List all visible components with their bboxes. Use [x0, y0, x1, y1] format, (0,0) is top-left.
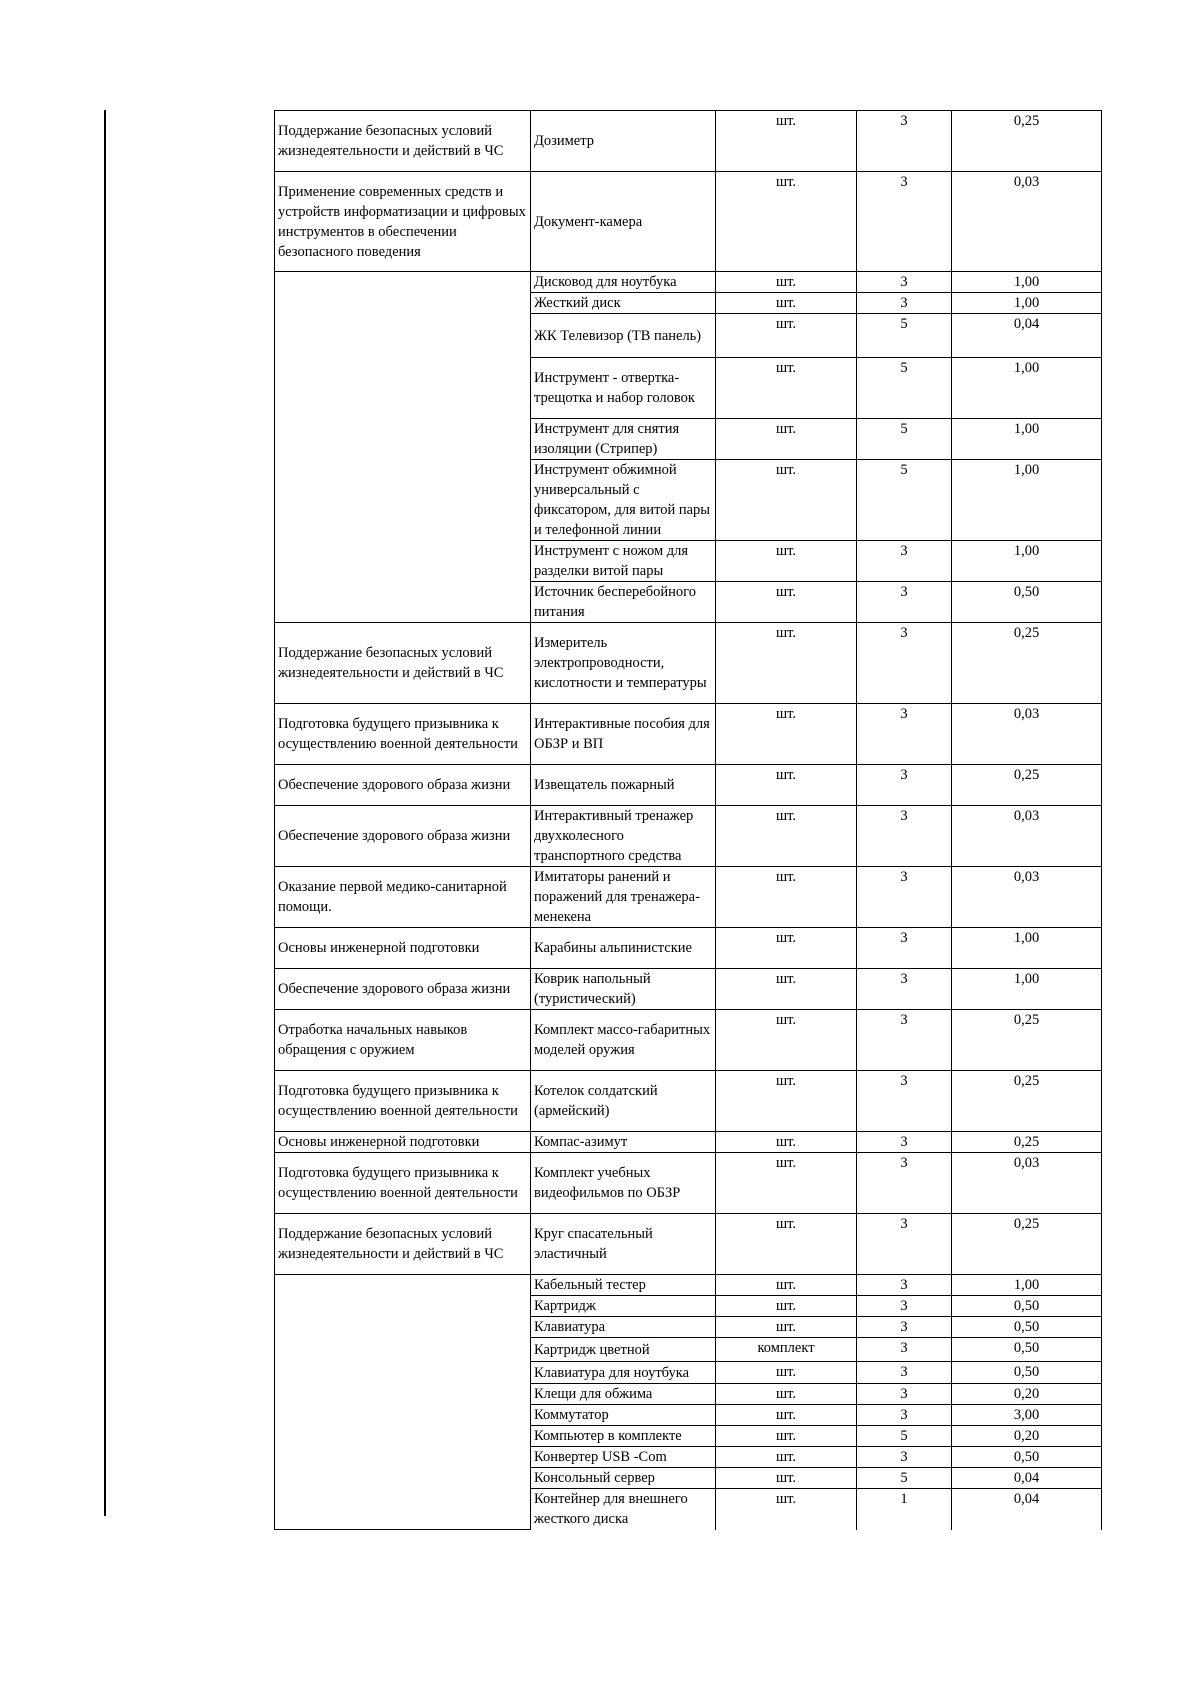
- activity-cell: Обеспечение здорового образа жизни: [275, 806, 531, 867]
- item-name-cell: Инструмент для снятия изоляции (Стрипер): [531, 419, 716, 460]
- item-name-cell: Инструмент с ножом для разделки витой пары: [531, 541, 716, 582]
- unit-cell: шт.: [716, 1010, 857, 1071]
- item-name-cell: Картридж: [531, 1296, 716, 1317]
- quantity-cell: 3: [857, 765, 952, 806]
- item-name-cell: ЖК Телевизор (ТВ панель): [531, 314, 716, 358]
- unit-cell: шт.: [716, 765, 857, 806]
- coefficient-cell: 0,25: [952, 1214, 1102, 1275]
- unit-cell: шт.: [716, 358, 857, 419]
- coefficient-cell: 1,00: [952, 272, 1102, 293]
- item-name-cell: Клавиатура для ноутбука: [531, 1362, 716, 1384]
- item-name-cell: Консольный сервер: [531, 1468, 716, 1489]
- table-row: [275, 272, 1102, 293]
- table-row: [275, 1153, 1102, 1214]
- item-name-cell: Клещи для обжима: [531, 1384, 716, 1405]
- quantity-cell: 3: [857, 1317, 952, 1338]
- coefficient-cell: 0,25: [952, 1132, 1102, 1153]
- unit-cell: шт.: [716, 272, 857, 293]
- item-name-cell: Инструмент обжимной универсальный с фиксатором, для витой пары и телефонной линии: [531, 460, 716, 541]
- item-name-cell: Имитаторы ранений и поражений для тренажера-менекена: [531, 867, 716, 928]
- unit-cell: шт.: [716, 1275, 857, 1296]
- activity-cell: [275, 272, 531, 623]
- quantity-cell: 5: [857, 419, 952, 460]
- table-row: [275, 704, 1102, 765]
- quantity-cell: 3: [857, 1010, 952, 1071]
- unit-cell: шт.: [716, 582, 857, 623]
- item-name-cell: Конвертер USB -Com: [531, 1447, 716, 1468]
- table-row: [275, 867, 1102, 928]
- coefficient-cell: 0,25: [952, 623, 1102, 704]
- unit-cell: шт.: [716, 419, 857, 460]
- equipment-table: [274, 110, 1102, 1530]
- item-name-cell: Круг спасательный эластичный: [531, 1214, 716, 1275]
- quantity-cell: 3: [857, 541, 952, 582]
- coefficient-cell: 1,00: [952, 541, 1102, 582]
- item-name-cell: Измеритель электропроводности, кислотности и температуры: [531, 623, 716, 704]
- coefficient-cell: 0,50: [952, 1447, 1102, 1468]
- activity-cell: Подготовка будущего призывника к осуществлению военной деятельности: [275, 1153, 531, 1214]
- item-name-cell: Коммутатор: [531, 1405, 716, 1426]
- item-name-cell: Картридж цветной: [531, 1338, 716, 1362]
- activity-cell: Подготовка будущего призывника к осуществлению военной деятельности: [275, 704, 531, 765]
- quantity-cell: 5: [857, 1468, 952, 1489]
- activity-cell: Основы инженерной подготовки: [275, 928, 531, 969]
- quantity-cell: 3: [857, 1338, 952, 1362]
- table-row: [275, 765, 1102, 806]
- activity-cell: [275, 1275, 531, 1530]
- quantity-cell: 3: [857, 623, 952, 704]
- item-name-cell: Интерактивные пособия для ОБЗР и ВП: [531, 704, 716, 765]
- unit-cell: шт.: [716, 1468, 857, 1489]
- coefficient-cell: 1,00: [952, 969, 1102, 1010]
- table-row: [275, 623, 1102, 704]
- table-row: [275, 1071, 1102, 1132]
- quantity-cell: 3: [857, 582, 952, 623]
- quantity-cell: 3: [857, 111, 952, 172]
- unit-cell: шт.: [716, 704, 857, 765]
- table-row: [275, 111, 1102, 172]
- activity-cell: Оказание первой медико-санитарной помощи.: [275, 867, 531, 928]
- item-name-cell: Котелок солдатский (армейский): [531, 1071, 716, 1132]
- table-row: [275, 1275, 1102, 1296]
- quantity-cell: 3: [857, 1132, 952, 1153]
- coefficient-cell: 1,00: [952, 419, 1102, 460]
- quantity-cell: 3: [857, 1447, 952, 1468]
- activity-cell: Поддержание безопасных условий жизнедеятельности и действий в ЧС: [275, 623, 531, 704]
- unit-cell: шт.: [716, 1071, 857, 1132]
- table-row: [275, 1214, 1102, 1275]
- coefficient-cell: 0,04: [952, 314, 1102, 358]
- unit-cell: шт.: [716, 541, 857, 582]
- quantity-cell: 3: [857, 1296, 952, 1317]
- quantity-cell: 3: [857, 1153, 952, 1214]
- quantity-cell: 5: [857, 358, 952, 419]
- coefficient-cell: 0,50: [952, 582, 1102, 623]
- activity-cell: Отработка начальных навыков обращения с оружием: [275, 1010, 531, 1071]
- item-name-cell: Клавиатура: [531, 1317, 716, 1338]
- unit-cell: шт.: [716, 1317, 857, 1338]
- item-name-cell: Компьютер в комплекте: [531, 1426, 716, 1447]
- unit-cell: комплект: [716, 1338, 857, 1362]
- quantity-cell: 3: [857, 172, 952, 272]
- left-margin-rule: [104, 110, 106, 1516]
- unit-cell: шт.: [716, 623, 857, 704]
- quantity-cell: 5: [857, 1426, 952, 1447]
- item-name-cell: Комплект массо-габаритных моделей оружия: [531, 1010, 716, 1071]
- quantity-cell: 3: [857, 806, 952, 867]
- quantity-cell: 3: [857, 293, 952, 314]
- activity-cell: Поддержание безопасных условий жизнедеятельности и действий в ЧС: [275, 111, 531, 172]
- coefficient-cell: 0,20: [952, 1384, 1102, 1405]
- unit-cell: шт.: [716, 1153, 857, 1214]
- quantity-cell: 5: [857, 314, 952, 358]
- unit-cell: шт.: [716, 1447, 857, 1468]
- unit-cell: шт.: [716, 172, 857, 272]
- activity-cell: Обеспечение здорового образа жизни: [275, 969, 531, 1010]
- quantity-cell: 3: [857, 969, 952, 1010]
- quantity-cell: 3: [857, 1214, 952, 1275]
- coefficient-cell: 0,50: [952, 1317, 1102, 1338]
- coefficient-cell: 0,50: [952, 1362, 1102, 1384]
- item-name-cell: Коврик напольный (туристический): [531, 969, 716, 1010]
- item-name-cell: Дисковод для ноутбука: [531, 272, 716, 293]
- unit-cell: шт.: [716, 293, 857, 314]
- activity-cell: Обеспечение здорового образа жизни: [275, 765, 531, 806]
- quantity-cell: 3: [857, 867, 952, 928]
- quantity-cell: 5: [857, 460, 952, 541]
- unit-cell: шт.: [716, 1362, 857, 1384]
- item-name-cell: Кабельный тестер: [531, 1275, 716, 1296]
- unit-cell: шт.: [716, 1214, 857, 1275]
- item-name-cell: Инструмент - отвертка-трещотка и набор головок: [531, 358, 716, 419]
- coefficient-cell: 1,00: [952, 1275, 1102, 1296]
- unit-cell: шт.: [716, 1384, 857, 1405]
- item-name-cell: Контейнер для внешнего жесткого диска: [531, 1489, 716, 1530]
- table-row: [275, 969, 1102, 1010]
- unit-cell: шт.: [716, 1489, 857, 1530]
- activity-cell: Поддержание безопасных условий жизнедеятельности и действий в ЧС: [275, 1214, 531, 1275]
- coefficient-cell: 0,03: [952, 867, 1102, 928]
- unit-cell: шт.: [716, 969, 857, 1010]
- coefficient-cell: 0,03: [952, 704, 1102, 765]
- unit-cell: шт.: [716, 1426, 857, 1447]
- coefficient-cell: 0,25: [952, 111, 1102, 172]
- activity-cell: Подготовка будущего призывника к осуществлению военной деятельности: [275, 1071, 531, 1132]
- unit-cell: шт.: [716, 928, 857, 969]
- equipment-table-body: [275, 111, 1102, 1530]
- item-name-cell: Дозиметр: [531, 111, 716, 172]
- item-name-cell: Извещатель пожарный: [531, 765, 716, 806]
- quantity-cell: 3: [857, 1405, 952, 1426]
- item-name-cell: Компас-азимут: [531, 1132, 716, 1153]
- quantity-cell: 3: [857, 928, 952, 969]
- coefficient-cell: 3,00: [952, 1405, 1102, 1426]
- item-name-cell: Источник бесперебойного питания: [531, 582, 716, 623]
- unit-cell: шт.: [716, 1405, 857, 1426]
- coefficient-cell: 1,00: [952, 928, 1102, 969]
- coefficient-cell: 0,03: [952, 806, 1102, 867]
- unit-cell: шт.: [716, 314, 857, 358]
- coefficient-cell: 0,50: [952, 1338, 1102, 1362]
- unit-cell: шт.: [716, 1296, 857, 1317]
- quantity-cell: 3: [857, 1071, 952, 1132]
- quantity-cell: 3: [857, 272, 952, 293]
- item-name-cell: Документ-камера: [531, 172, 716, 272]
- coefficient-cell: 0,25: [952, 1071, 1102, 1132]
- activity-cell: Основы инженерной подготовки: [275, 1132, 531, 1153]
- unit-cell: шт.: [716, 111, 857, 172]
- unit-cell: шт.: [716, 806, 857, 867]
- item-name-cell: Жесткий диск: [531, 293, 716, 314]
- unit-cell: шт.: [716, 867, 857, 928]
- coefficient-cell: 0,20: [952, 1426, 1102, 1447]
- table-row: [275, 928, 1102, 969]
- unit-cell: шт.: [716, 1132, 857, 1153]
- coefficient-cell: 0,04: [952, 1489, 1102, 1530]
- coefficient-cell: 1,00: [952, 358, 1102, 419]
- quantity-cell: 3: [857, 1384, 952, 1405]
- coefficient-cell: 0,50: [952, 1296, 1102, 1317]
- coefficient-cell: 0,04: [952, 1468, 1102, 1489]
- coefficient-cell: 0,25: [952, 1010, 1102, 1071]
- item-name-cell: Интерактивный тренажер двухколесного транспортного средства: [531, 806, 716, 867]
- item-name-cell: Карабины альпинистские: [531, 928, 716, 969]
- coefficient-cell: 1,00: [952, 293, 1102, 314]
- table-row: [275, 1010, 1102, 1071]
- coefficient-cell: 0,03: [952, 172, 1102, 272]
- unit-cell: шт.: [716, 460, 857, 541]
- table-row: [275, 1132, 1102, 1153]
- coefficient-cell: 0,25: [952, 765, 1102, 806]
- table-row: [275, 806, 1102, 867]
- quantity-cell: 3: [857, 1275, 952, 1296]
- activity-cell: Применение современных средств и устройств информатизации и цифровых инструментов в обеспечении безопасного поведения: [275, 172, 531, 272]
- coefficient-cell: 0,03: [952, 1153, 1102, 1214]
- item-name-cell: Комплект учебных видеофильмов по ОБЗР: [531, 1153, 716, 1214]
- quantity-cell: 3: [857, 704, 952, 765]
- quantity-cell: 3: [857, 1362, 952, 1384]
- coefficient-cell: 1,00: [952, 460, 1102, 541]
- quantity-cell: 1: [857, 1489, 952, 1530]
- table-row: [275, 172, 1102, 272]
